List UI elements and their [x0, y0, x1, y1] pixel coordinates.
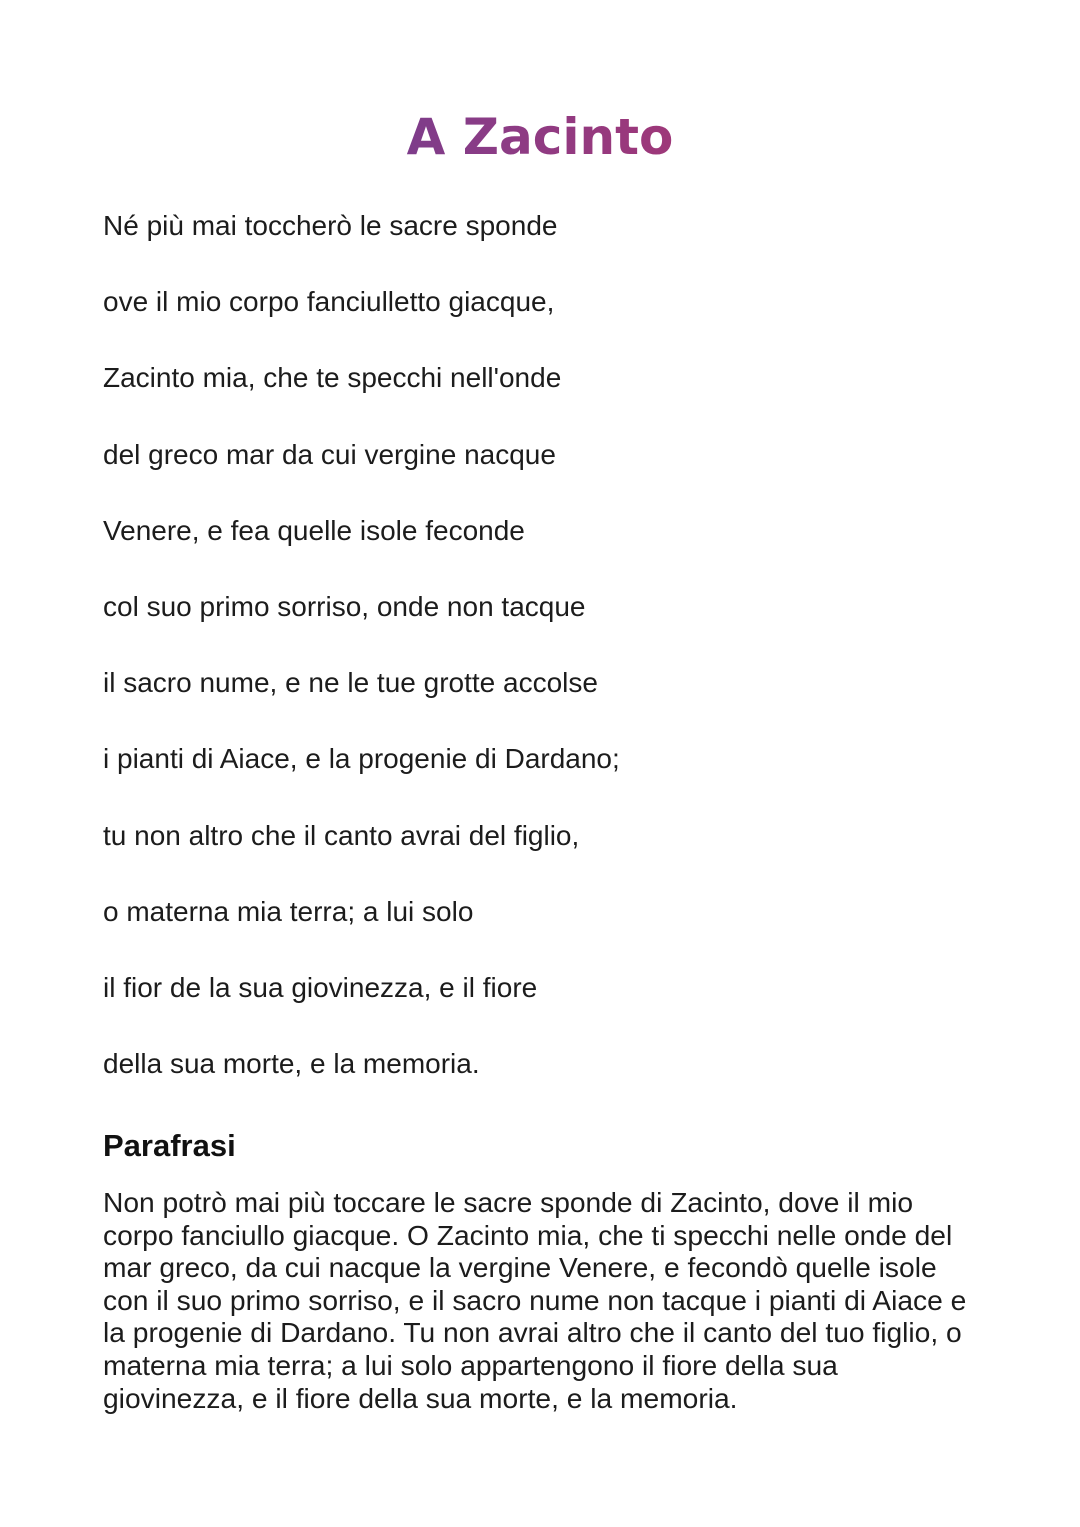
- paraphrase-heading: Parafrasi: [103, 1128, 236, 1163]
- poem-verse: il sacro nume, e ne le tue grotte accolse: [103, 667, 598, 699]
- poem-verse: il fior de la sua giovinezza, e il fiore: [103, 971, 538, 1003]
- poem-verses: [103, 205, 620, 1119]
- poem-verse: Né più mai toccherò le sacre sponde: [103, 210, 558, 241]
- poem-verse: Venere, e fea quelle isole feconde: [103, 514, 525, 546]
- page-title: [0, 104, 1080, 170]
- page-title-text: A Zacinto: [406, 108, 674, 166]
- poem-verse: ove il mio corpo fanciulletto giacque,: [103, 286, 555, 318]
- poem-verse: i pianti di Aiace, e la progenie di Dardano;: [103, 743, 620, 775]
- poem-verse: col suo primo sorriso, onde non tacque: [103, 590, 586, 622]
- paraphrase-text: Non potrò mai più toccare le sacre sponde di Zacinto, dove il mio corpo fanciullo giacque. O Zacinto mia, che ti specchi nelle onde del mar greco, da cui nacque la vergine Venere, e fecondò quelle isole con il suo primo sorriso, e il sacro nume non tacque i pianti di Aiace e la progenie di Dardano. Tu non avrai altro che il canto del tuo figlio, o materna mia terra; a lui solo appartengono il fiore della sua giovinezza, e il fiore della sua morte, e la memoria.: [103, 1186, 967, 1414]
- poem-verse: o materna mia terra; a lui solo: [103, 895, 474, 927]
- poem-verse: della sua morte, e la memoria.: [103, 1048, 480, 1080]
- poem-verse: del greco mar da cui vergine nacque: [103, 438, 556, 470]
- poem-verse: tu non altro che il canto avrai del figlio,: [103, 819, 580, 851]
- poem-verse: Zacinto mia, che te specchi nell'onde: [103, 362, 562, 394]
